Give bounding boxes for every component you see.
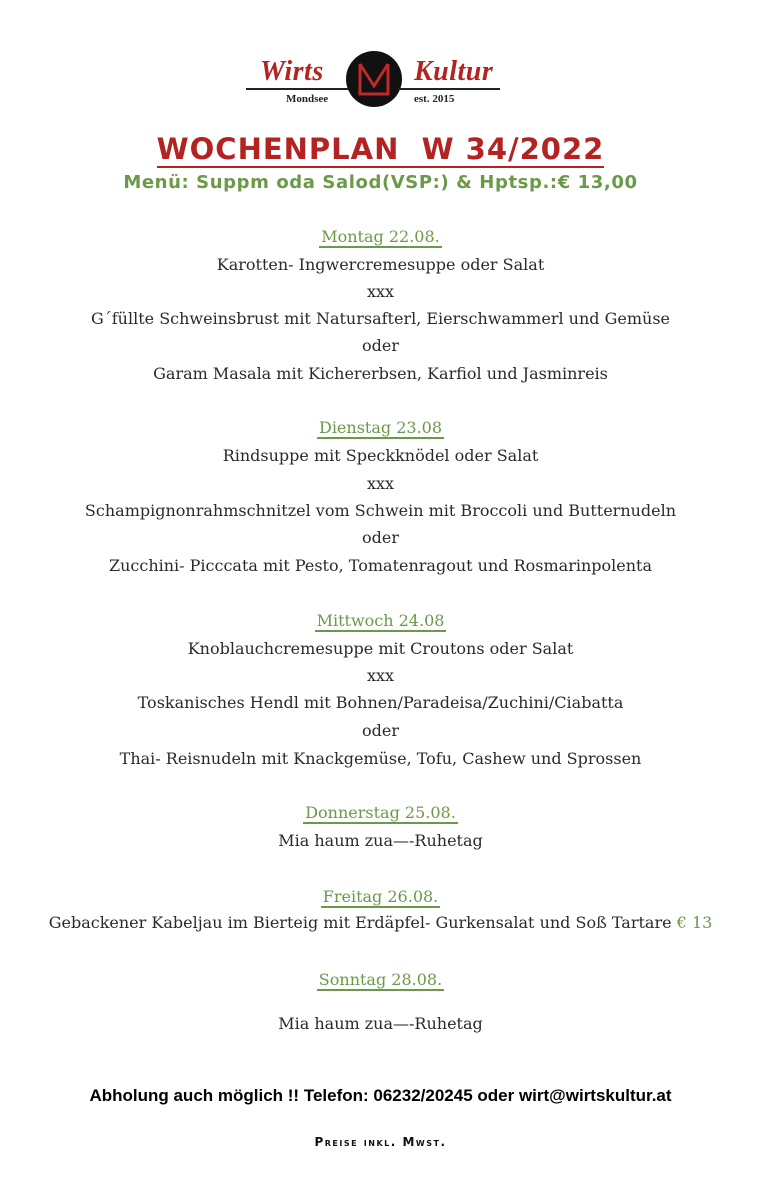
menu-item: G´füllte Schweinsbrust mit Natursafterl, Eierschwammerl und Gemüse bbox=[90, 309, 671, 328]
menu-item: Mia haum zua—-Ruhetag bbox=[278, 1014, 483, 1033]
day-heading: Sonntag 28.08. bbox=[318, 970, 443, 989]
menu-item: Garam Masala mit Kichererbsen, Karfiol und Jasminreis bbox=[153, 364, 608, 383]
day-heading: Dienstag 23.08 bbox=[318, 418, 443, 437]
price-note: Preise inkl. Mwst. bbox=[314, 1135, 447, 1149]
day-heading: Mittwoch 24.08 bbox=[316, 611, 445, 630]
or-text: oder bbox=[362, 336, 399, 355]
menu-item: Schampignonrahmschnitzel vom Schwein mit Broccoli und Butternudeln bbox=[84, 501, 677, 520]
logo-divider-left bbox=[246, 88, 348, 90]
separator-text: xxx bbox=[366, 666, 395, 685]
logo-place: Mondsee bbox=[286, 93, 329, 105]
menu-item: Gebackener Kabeljau im Bierteig mit Erdäpfel- Gurkensalat und Soß Tartare € 13 bbox=[48, 913, 713, 932]
menu-item: Zucchini- Picccata mit Pesto, Tomatenragout und Rosmarinpolenta bbox=[108, 556, 652, 575]
day-heading: Freitag 26.08. bbox=[322, 887, 439, 906]
logo-left-word: Wirts bbox=[260, 56, 324, 87]
contact-line: Abholung auch möglich !! Telefon: 06232/20245 oder wirt@wirtskultur.at bbox=[89, 1086, 672, 1105]
logo-established: est. 2015 bbox=[414, 93, 455, 105]
separator-text: xxx bbox=[366, 282, 395, 301]
logo-divider-right bbox=[398, 88, 500, 90]
logo-emblem-icon bbox=[345, 50, 403, 108]
menu-price-line: Menü: Suppm oda Salod(VSP:) & Hptsp.:€ 13,00 bbox=[123, 172, 638, 193]
day-heading: Donnerstag 25.08. bbox=[305, 803, 456, 822]
menu-item: Karotten- Ingwercremesuppe oder Salat bbox=[216, 255, 545, 274]
menu-item: Thai- Reisnudeln mit Knackgemüse, Tofu, Cashew und Sprossen bbox=[119, 749, 642, 768]
or-text: oder bbox=[362, 528, 399, 547]
logo bbox=[246, 48, 500, 114]
day-heading: Montag 22.08. bbox=[321, 227, 440, 246]
logo-right-word: Kultur bbox=[414, 56, 494, 87]
menu-item: Mia haum zua—-Ruhetag bbox=[278, 831, 483, 850]
menu-item: Toskanisches Hendl mit Bohnen/Paradeisa/Zuchini/Ciabatta bbox=[137, 693, 624, 712]
menu-item: Rindsuppe mit Speckknödel oder Salat bbox=[222, 446, 539, 465]
page-title: WOCHENPLAN W 34/2022 bbox=[156, 132, 605, 166]
or-text: oder bbox=[362, 721, 399, 740]
menu-item: Knoblauchcremesuppe mit Croutons oder Salat bbox=[187, 639, 574, 658]
separator-text: xxx bbox=[366, 474, 395, 493]
item-price: € 13 bbox=[676, 913, 713, 932]
